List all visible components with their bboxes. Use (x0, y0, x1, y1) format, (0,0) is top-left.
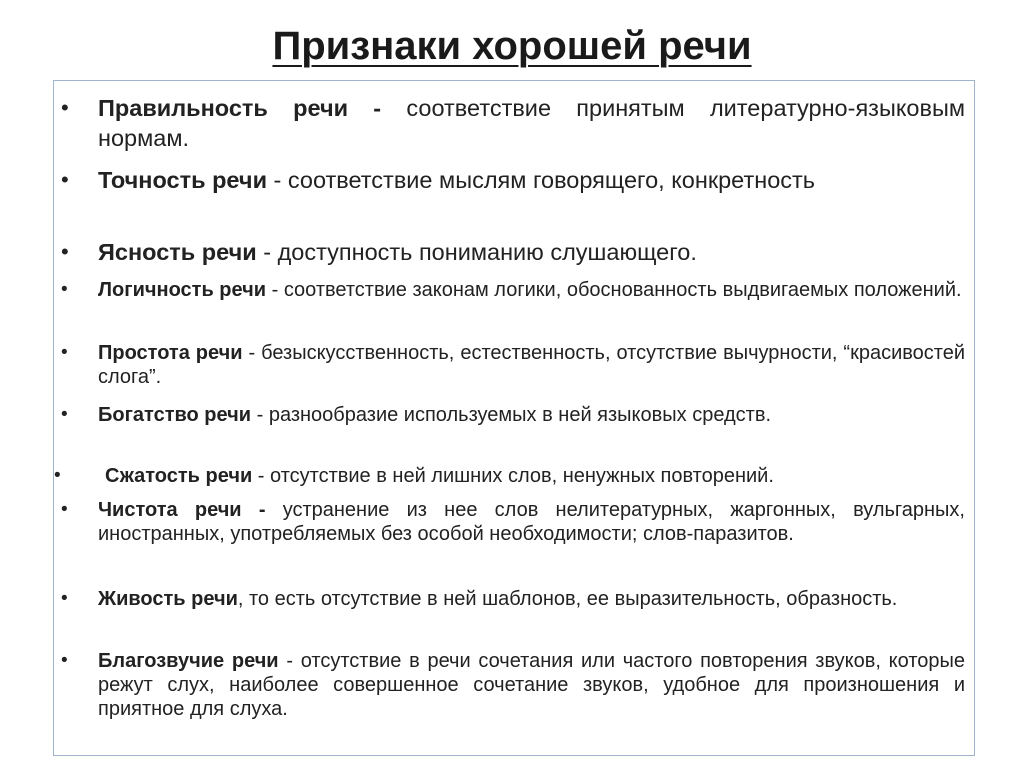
item-term: Чистота речи - (98, 499, 266, 521)
bullet-icon: • (61, 167, 69, 192)
item-term: Сжатость речи (105, 465, 253, 487)
bullet-icon: • (61, 342, 68, 363)
list-item (54, 464, 965, 488)
list-item (61, 587, 965, 611)
item-term: Живость речи (98, 588, 238, 610)
bullet-icon: • (61, 499, 68, 520)
bullet-icon: • (61, 239, 69, 264)
item-text: - безыскусственность, естественность, отсутствие вычурности, “красивостей слога”. (98, 342, 965, 388)
list-item (61, 165, 965, 195)
list-item (61, 649, 966, 721)
item-text: - соответствие мыслям говорящего, конкретность (267, 167, 816, 193)
item-text: , то есть отсутствие в ней шаблонов, ее выразительность, образность. (237, 588, 898, 610)
item-term: Простота речи (98, 342, 243, 364)
item-text: соответствие принятым литературно-языковым нормам. (98, 95, 965, 151)
item-term: Правильность речи - (98, 95, 382, 121)
item-term: Логичность речи (98, 279, 267, 301)
list-item (61, 278, 965, 302)
bullet-icon: • (61, 650, 68, 671)
item-term: Богатство речи (98, 404, 252, 426)
list-item (61, 498, 965, 546)
item-text: - разнообразие используемых в ней языковых средств. (251, 404, 772, 426)
slide-title (0, 24, 1024, 69)
list-item (61, 237, 965, 267)
bullet-icon: • (61, 404, 68, 425)
content-box (53, 80, 975, 756)
bullet-icon: • (61, 588, 68, 609)
item-text: - доступность пониманию слушающего. (256, 239, 697, 265)
item-term: Благозвучие речи (98, 650, 279, 672)
item-term: Точность речи (98, 167, 268, 193)
list-item (61, 93, 965, 153)
item-term: Ясность речи (98, 239, 257, 265)
bullet-icon: • (61, 279, 68, 300)
list-item (61, 341, 965, 389)
item-text: - соответствие законам логики, обоснованность выдвигаемых положений. (266, 279, 962, 301)
bullet-icon: • (54, 465, 61, 486)
item-text: - отсутствие в ней лишних слов, ненужных повторений. (252, 465, 774, 487)
item-text: - отсутствие в речи сочетания или частого повторения звуков, которые режут слух, наиболее совершенное сочетание звуков, удобное для произношения и приятное для слуха. (98, 650, 966, 720)
list-item (61, 403, 965, 427)
bullet-icon: • (61, 95, 69, 120)
slide-title-text: Признаки хорошей речи (272, 24, 752, 68)
item-text: устранение из нее слов нелитературных, жаргонных, вульгарных, иностранных, употребляемых без особой необходимости; слов-паразитов. (98, 499, 965, 545)
